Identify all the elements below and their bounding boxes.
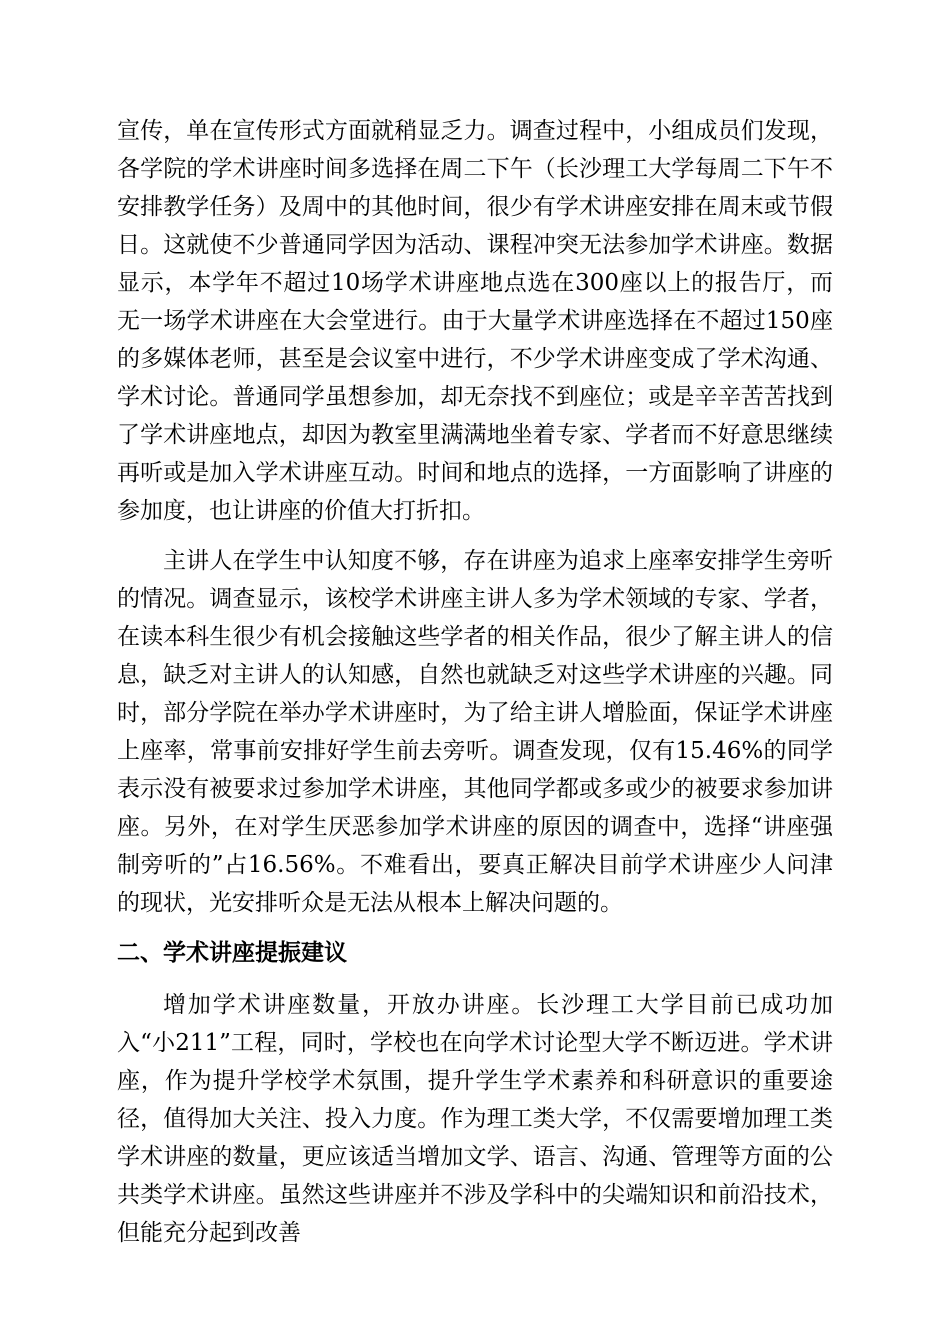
document-page bbox=[117, 112, 833, 1252]
section-heading: 二、学术讲座提振建议 bbox=[117, 940, 347, 966]
paragraph-speaker-awareness: 主讲人在学生中认知度不够，存在讲座为追求上座率安排学生旁听的情况。调查显示，该校学术讲座主讲人多为学术领域的专家、学者，在读本科生很少有机会接触这些学者的相关作品，很少了解主讲人的信息，缺乏对主讲人的认知感，自然也就缺乏对这些学术讲座的兴趣。同时，部分学院在举办学术讲座时，为了给主讲人增脸面，保证学术讲座上座率，常事前安排好学生前去旁听。调查发现，仅有15.46%的同学表示没有被要求过参加学术讲座，其他同学都或多或少的被要求参加讲座。另外，在对学生厌恶参加学术讲座的原因的调查中，选择“讲座强制旁听的”占16.56%。不难看出，要真正解决目前学术讲座少人问津的现状，光安排听众是无法从根本上解决问题的。 bbox=[117, 548, 833, 916]
paragraph-schedule-venue: 宣传，单在宣传形式方面就稍显乏力。调查过程中，小组成员们发现，各学院的学术讲座时间多选择在周二下午（长沙理工大学每周二下午不安排教学任务）及周中的其他时间，很少有学术讲座安排在周末或节假日。这就使不少普通同学因为活动、课程冲突无法参加学术讲座。数据显示，本学年不超过10场学术讲座地点选在300座以上的报告厅，而无一场学术讲座在大会堂进行。由于大量学术讲座选择在不超过150座的多媒体老师，甚至是会议室中进行，不少学术讲座变成了学术沟通、学术讨论。普通同学虽想参加，却无奈找不到座位；或是辛辛苦苦找到了学术讲座地点，却因为教室里满满地坐着专家、学者而不好意思继续再听或是加入学术讲座互动。时间和地点的选择，一方面影响了讲座的参加度，也让讲座的价值大打折扣。 bbox=[117, 118, 833, 524]
paragraph-increase-lectures: 增加学术讲座数量，开放办讲座。长沙理工大学目前已成功加入“小211”工程，同时，学校也在向学术讨论型大学不断迈进。学术讲座，作为提升学校学术氛围，提升学生学术素养和科研意识的重要途径，值得加大关注、投入力度。作为理工类大学，不仅需要增加理工类学术讲座的数量，更应该适当增加文学、语言、沟通、管理等方面的公共类学术讲座。虽然这些讲座并不涉及学科中的尖端知识和前沿技术，但能充分起到改善 bbox=[117, 992, 833, 1246]
